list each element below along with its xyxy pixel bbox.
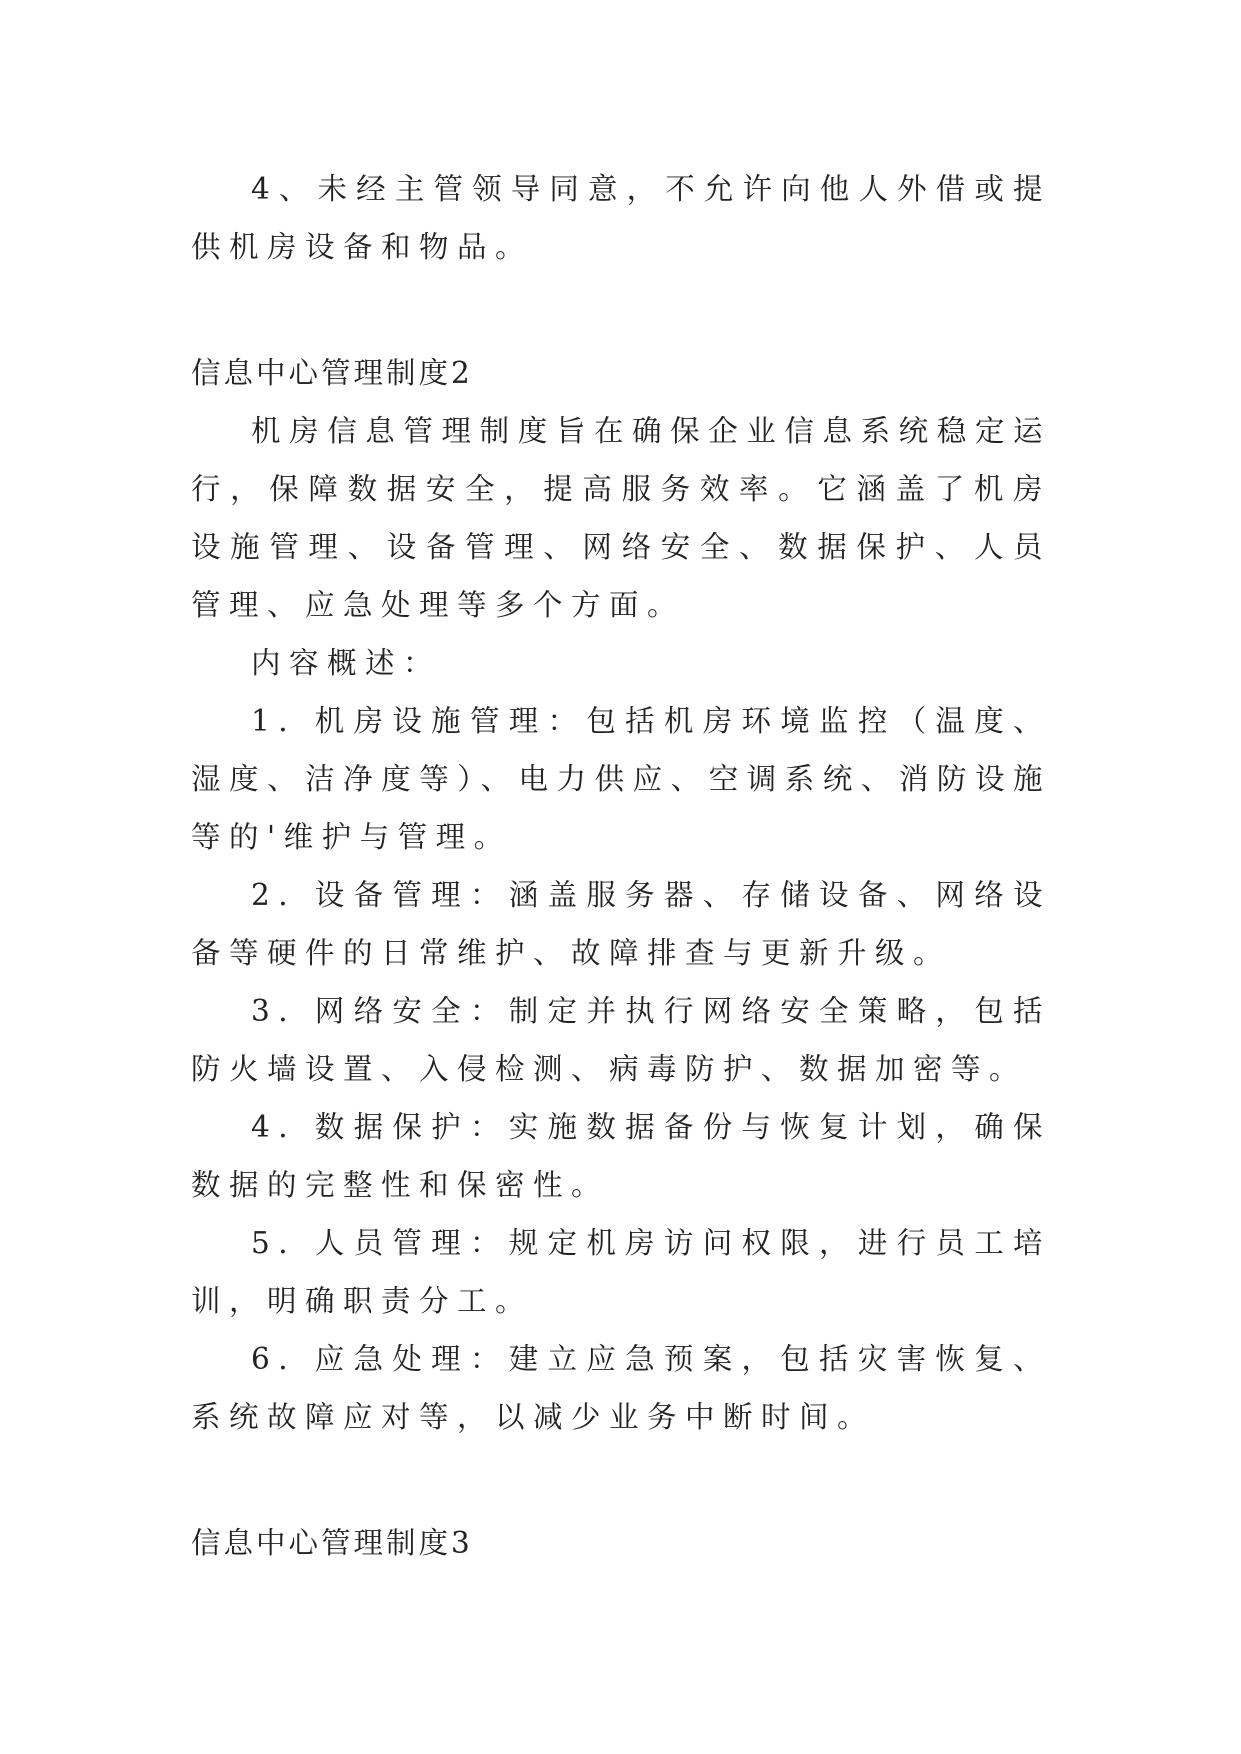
paragraph-overview-label: 内容概述： — [251, 646, 442, 680]
paragraph-item-4: 4. 数据保护：实施数据备份与恢复计划，确保数据的完整性和保密性。 — [191, 1110, 1051, 1202]
paragraph-item-5: 5. 人员管理：规定机房访问权限，进行员工培训，明确职责分工。 — [191, 1226, 1051, 1318]
section-spacer — [191, 1446, 1051, 1514]
section-spacer — [191, 276, 1051, 344]
paragraph-item-1: 1. 机房设施管理：包括机房环境监控（温度、湿度、洁净度等）、电力供应、空调系统、消防设施等的'维护与管理。 — [191, 704, 1051, 854]
section-heading-3: 信息中心管理制度3 — [191, 1526, 473, 1560]
section-heading-2: 信息中心管理制度2 — [191, 356, 473, 390]
paragraph-intro: 机房信息管理制度旨在确保企业信息系统稳定运行，保障数据安全，提高服务效率。它涵盖了机房设施管理、设备管理、网络安全、数据保护、人员管理、应急处理等多个方面。 — [191, 414, 1051, 622]
paragraph-item-3: 3. 网络安全：制定并执行网络安全策略，包括防火墙设置、入侵检测、病毒防护、数据加密等。 — [191, 994, 1051, 1086]
paragraph-rule-4: 4、未经主管领导同意，不允许向他人外借或提供机房设备和物品。 — [191, 172, 1051, 264]
document-body — [191, 160, 1051, 1572]
paragraph-item-2: 2. 设备管理：涵盖服务器、存储设备、网络设备等硬件的日常维护、故障排查与更新升级。 — [191, 878, 1051, 970]
paragraph-item-6: 6. 应急处理：建立应急预案，包括灾害恢复、系统故障应对等，以减少业务中断时间。 — [191, 1342, 1051, 1434]
